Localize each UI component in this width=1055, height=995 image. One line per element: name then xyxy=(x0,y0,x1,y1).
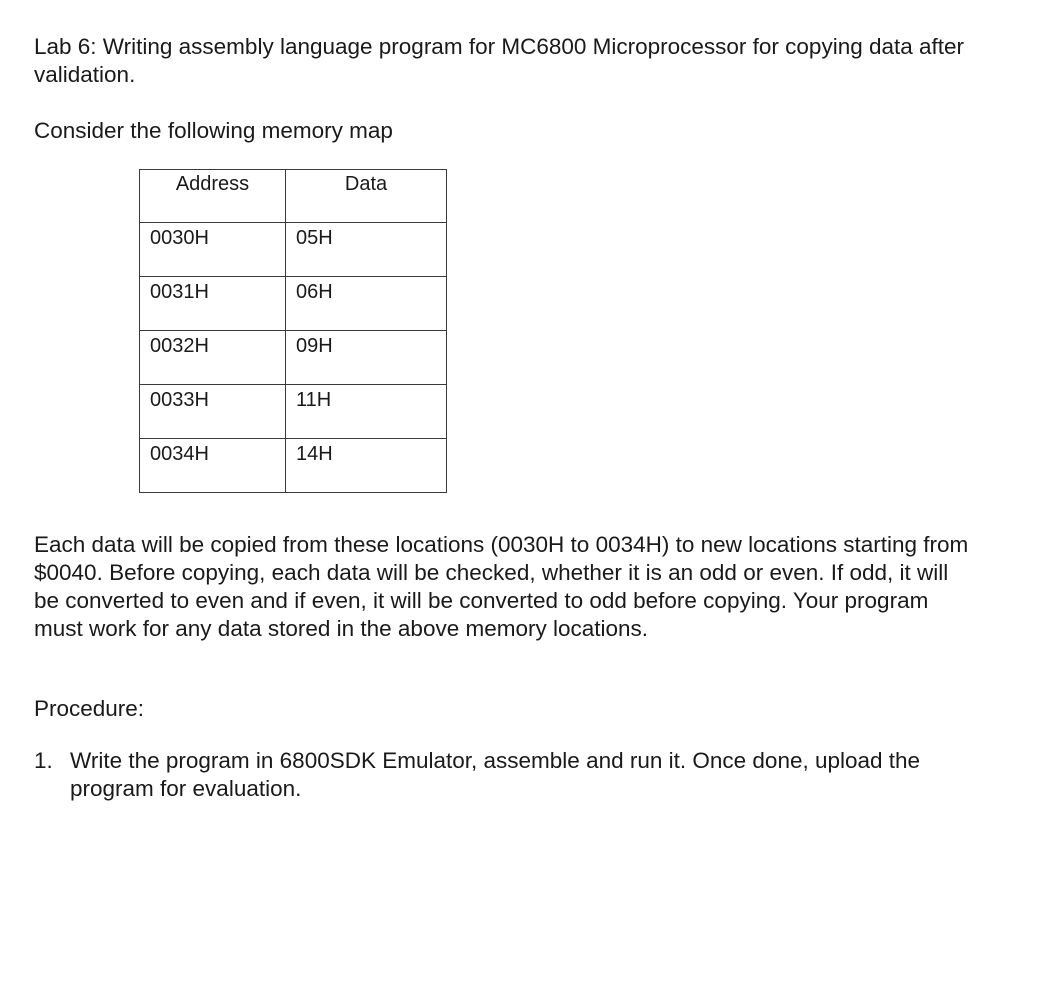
procedure-heading: Procedure: xyxy=(34,696,145,721)
memory-map-table xyxy=(139,169,447,493)
table-row xyxy=(140,223,447,277)
data-cell: 09H xyxy=(286,331,447,385)
data-column-header: Data xyxy=(286,170,447,223)
step-text-line: Write the program in 6800SDK Emulator, assemble and run it. Once done, upload the xyxy=(70,748,921,773)
description-line: be converted to even and if even, it will be converted to odd before copying. Your program xyxy=(34,588,929,613)
address-cell: 0032H xyxy=(140,331,286,385)
table-header-row xyxy=(140,170,447,223)
lab-title-line-2: validation. xyxy=(34,62,136,87)
data-cell: 14H xyxy=(286,439,447,493)
address-cell: 0030H xyxy=(140,223,286,277)
address-cell: 0033H xyxy=(140,385,286,439)
description-line: must work for any data stored in the above memory locations. xyxy=(34,616,649,641)
step-text-line: program for evaluation. xyxy=(70,776,302,801)
table-row xyxy=(140,439,447,493)
address-column-header: Address xyxy=(140,170,286,223)
address-cell: 0031H xyxy=(140,277,286,331)
intro-text: Consider the following memory map xyxy=(34,118,393,143)
table-row xyxy=(140,385,447,439)
data-cell: 06H xyxy=(286,277,447,331)
table-row xyxy=(140,277,447,331)
table-row xyxy=(140,331,447,385)
description-line: $0040. Before copying, each data will be checked, whether it is an odd or even. If odd, it will xyxy=(34,560,949,585)
data-cell: 11H xyxy=(286,385,447,439)
address-cell: 0034H xyxy=(140,439,286,493)
description-line: Each data will be copied from these locations (0030H to 0034H) to new locations starting from xyxy=(34,532,969,557)
step-number: 1. xyxy=(34,748,53,773)
data-cell: 05H xyxy=(286,223,447,277)
lab-title-line-1: Lab 6: Writing assembly language program for MC6800 Microprocessor for copying data after xyxy=(34,34,965,59)
